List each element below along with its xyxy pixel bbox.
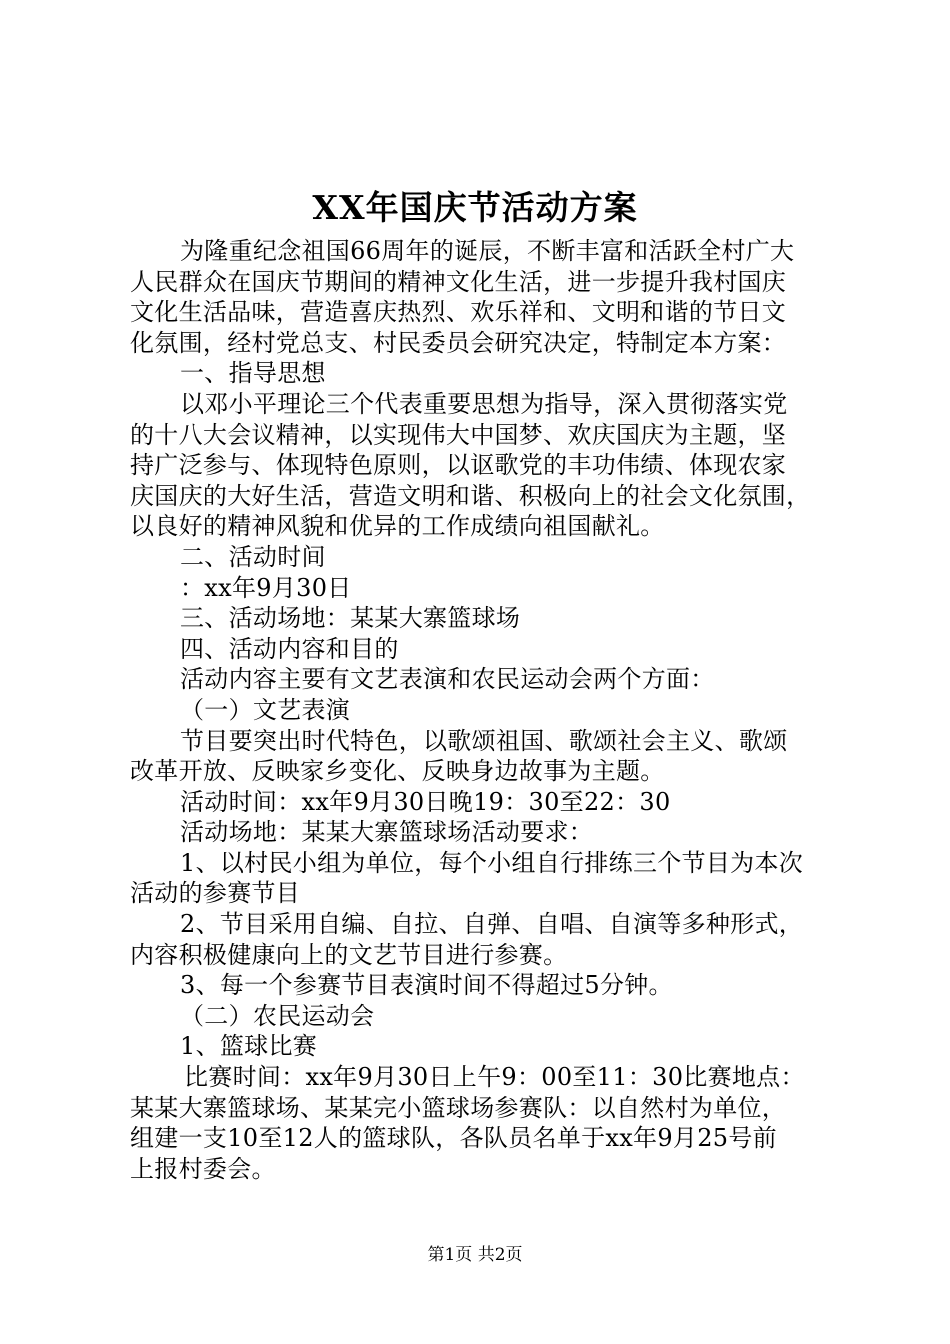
- section-heading: 三、活动场地：某某大寨篮球场: [180, 604, 521, 633]
- body-line: 活动的参赛节目: [130, 879, 301, 908]
- body-line: 某某大寨篮球场、某某完小篮球场参赛队：以自然村为单位，: [130, 1093, 787, 1122]
- subsection-heading: （二）农民运动会: [180, 1001, 375, 1030]
- body-line: 比赛时间：xx年9月30日上午9：00至11：30比赛地点：: [184, 1063, 805, 1092]
- body-line: 内容积极健康向上的文艺节目进行参赛。: [130, 940, 568, 969]
- body-line: ：xx年9月30日: [180, 573, 352, 602]
- body-line: 人民群众在国庆节期间的精神文化生活，进一步提升我村国庆: [130, 267, 787, 296]
- list-item: 1、篮球比赛: [180, 1032, 318, 1061]
- body-line: 以良好的精神风貌和优异的工作成绩向祖国献礼。: [130, 512, 665, 541]
- section-heading: 二、活动时间: [180, 542, 326, 571]
- body-line: 活动场地：某某大寨篮球场活动要求：: [180, 818, 594, 847]
- body-line: 文化生活品味，营造喜庆热烈、欢乐祥和、文明和谐的节日文: [130, 298, 787, 327]
- body-line: 组建一支10至12人的篮球队，各队员名单于xx年9月25号前: [130, 1124, 777, 1153]
- body-line: 持广泛参与、体现特色原则，以讴歌党的丰功伟绩、体现农家: [130, 451, 787, 480]
- body-line: 的十八大会议精神，以实现伟大中国梦、欢庆国庆为主题，坚: [130, 420, 787, 449]
- page-footer: 第1页 共2页: [427, 1245, 523, 1265]
- section-heading: 四、活动内容和目的: [180, 634, 399, 663]
- body-line: 改革开放、反映家乡变化、反映身边故事为主题。: [130, 757, 665, 786]
- body-line: 化氛围，经村党总支、村民委员会研究决定，特制定本方案：: [130, 328, 787, 357]
- body-line: 活动内容主要有文艺表演和农民运动会两个方面：: [180, 665, 715, 694]
- section-heading: 一、指导思想: [180, 359, 326, 388]
- body-line: 上报村委会。: [130, 1154, 276, 1183]
- list-item: 2、节目采用自编、自拉、自弹、自唱、自演等多种形式，: [180, 910, 804, 939]
- subsection-heading: （一）文艺表演: [180, 695, 351, 724]
- body-line: 活动时间：xx年9月30日晚19：30至22：30: [180, 787, 671, 816]
- body-line: 庆国庆的大好生活，营造文明和谐、积极向上的社会文化氛围，: [130, 481, 811, 510]
- body-line: 以邓小平理论三个代表重要思想为指导，深入贯彻落实党: [180, 389, 788, 418]
- body-line: 为隆重纪念祖国66周年的诞辰，不断丰富和活跃全村广大: [180, 237, 795, 265]
- list-item: 3、每一个参赛节目表演时间不得超过5分钟。: [180, 971, 673, 1000]
- document-title: XX年国庆节活动方案: [312, 188, 638, 227]
- document-body: [130, 236, 846, 1184]
- body-line: 节目要突出时代特色，以歌颂祖国、歌颂社会主义、歌颂: [180, 726, 788, 755]
- list-item: 1、以村民小组为单位，每个小组自行排练三个节目为本次: [180, 848, 804, 877]
